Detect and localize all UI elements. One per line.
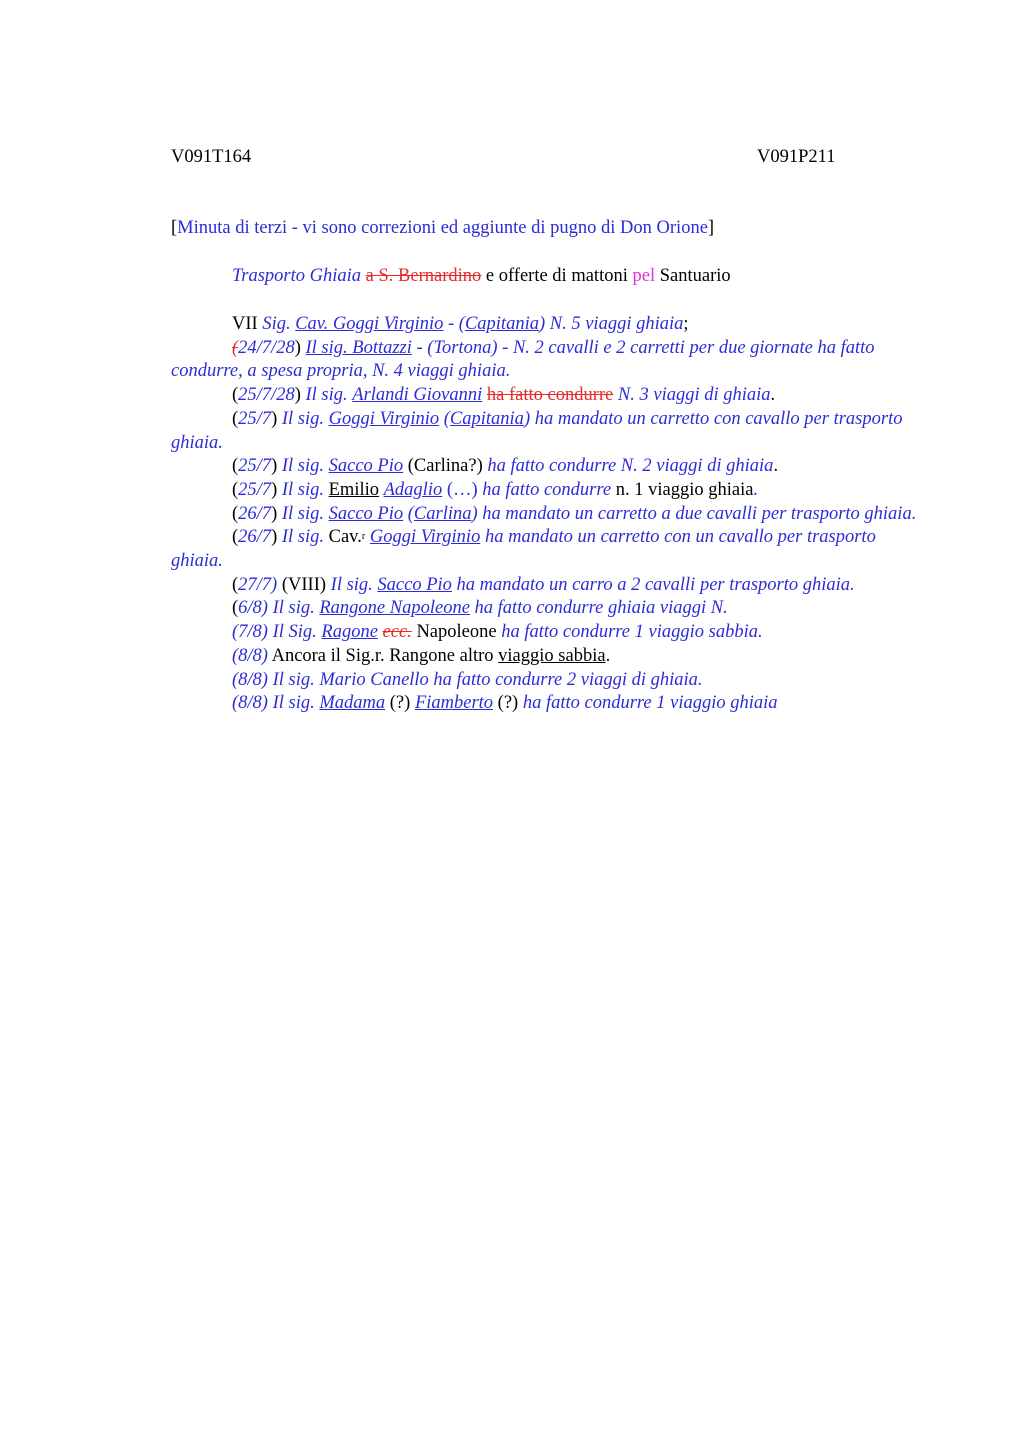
entry-name: Rangone Napoleone — [319, 598, 470, 619]
entry-text: . — [773, 456, 779, 477]
entry-date: (7/8) Il Sig. — [232, 622, 317, 643]
entry-text: Il sig. — [281, 527, 324, 548]
entry-text: . — [605, 645, 611, 666]
list-item — [171, 621, 921, 645]
list-item — [171, 692, 921, 716]
entry-text: ) — [271, 479, 278, 500]
entry-text: ha fatto condurre N. 2 viaggi di ghiaia — [487, 456, 774, 477]
entry-text: ha mandato un carro a 2 cavalli per trasporto ghiaia. — [456, 574, 855, 595]
entry-date: 25/7/28 — [238, 385, 295, 406]
entry-text: ( — [443, 408, 450, 429]
entry-text: viaggio sabbia — [498, 645, 606, 666]
entry-name: Sacco Pio — [377, 574, 452, 595]
list-item — [171, 455, 921, 479]
entry-text: ) — [271, 503, 278, 524]
document-code-left: V091T164 — [171, 147, 252, 167]
entry-date: 6/8) Il sig. — [238, 598, 315, 619]
entry-name: Goggi Virginio — [369, 527, 481, 548]
entry-date: 24/7/28 — [238, 337, 295, 358]
entry-text: . — [753, 479, 759, 500]
entry-text: - (Tortona) - N. 2 cavalli e 2 carretti per due giornate ha fatto condurre, a spesa propria, N. 4 viaggi ghiaia. — [171, 337, 875, 382]
entry-text: VII — [232, 314, 258, 334]
list-item — [171, 526, 921, 573]
list-item — [171, 669, 921, 693]
entry-name: Cav. Goggi Virginio — [295, 314, 444, 334]
entry-text: ( — [232, 479, 239, 500]
entry-text: ) — [271, 408, 278, 429]
entry-text: (?) — [497, 693, 519, 714]
entry-text: ) — [294, 337, 301, 358]
entry-text: (8/8) Il sig. Mario Canello ha fatto condurre 2 viaggi di ghiaia. — [232, 669, 703, 690]
list-item — [171, 645, 921, 669]
entry-text: Il sig. — [281, 408, 324, 429]
entry-text: ha fatto condurre 1 viaggio ghiaia — [522, 693, 778, 714]
entry-date: 25/7 — [238, 408, 272, 429]
entry-text: ) ha mandato un carretto a due cavalli per trasporto ghiaia. — [471, 503, 917, 524]
list-item — [171, 574, 921, 598]
entry-date: 26/7 — [238, 527, 272, 548]
entry-text: ) — [271, 527, 278, 548]
entry-name: Madama — [319, 693, 386, 714]
entry-text: ) — [271, 456, 278, 477]
entry-text: Ancora il Sig.r. Rangone altro — [271, 645, 494, 666]
list-item — [171, 479, 921, 503]
entry-text: ) — [294, 385, 301, 406]
entry-text: ( — [232, 598, 239, 619]
entry-date: 26/7 — [238, 503, 272, 524]
entry-text: Sig. — [262, 314, 291, 334]
entry-place: Capitania — [449, 408, 524, 429]
entry-text: Il sig. — [305, 385, 348, 406]
title-part2: e offerte di mattoni — [485, 266, 628, 286]
entry-name: Ragone — [321, 622, 378, 643]
entry-date: (8/8) Il sig. — [232, 693, 315, 714]
entry-text: ( — [407, 503, 414, 524]
entry-text: (?) — [389, 693, 411, 714]
entry-date: 25/7 — [238, 456, 272, 477]
entry-text: ( — [232, 456, 239, 477]
editorial-note-text: Minuta di terzi - vi sono correzioni ed aggiunte di pugno di Don Orione — [177, 218, 708, 238]
entry-text: ( — [232, 408, 239, 429]
entry-date: 27/7) — [238, 574, 278, 595]
title-pel: pel — [632, 266, 656, 286]
entry-text: . — [770, 385, 776, 406]
entry-text: ( — [232, 574, 239, 595]
entry-text: N. 3 viaggi di ghiaia — [617, 385, 771, 406]
list-item — [171, 597, 921, 621]
title-struck: a S. Bernardino — [365, 266, 482, 286]
list-item — [171, 503, 921, 527]
entry-text: Cav. — [328, 527, 362, 548]
entry-name: Arlandi Giovanni — [352, 385, 483, 406]
entry-text: (Carlina?) — [407, 456, 483, 477]
entry-struck: ecc. — [382, 622, 412, 643]
entry-text: Il sig. — [281, 503, 324, 524]
title-part1: Trasporto Ghiaia — [232, 266, 362, 286]
entry-struck: ha fatto condurre — [486, 385, 614, 406]
entry-name: Adaglio — [383, 479, 443, 500]
entry-text: ) N. 5 viaggi ghiaia — [538, 314, 684, 334]
entry-name: Sacco Pio — [328, 503, 404, 524]
entry-text: n. 1 viaggio ghiaia — [615, 479, 754, 500]
editorial-note: [Minuta di terzi - vi sono correzioni ed aggiunte di pugno di Don Orione] — [171, 218, 715, 238]
entry-date: 25/7 — [238, 479, 272, 500]
entry-text: Il sig. — [330, 574, 373, 595]
entry-name: Goggi Virginio — [328, 408, 440, 429]
entry-text: Il sig. — [281, 479, 324, 500]
entry-text: ha mandato un carretto con un cavallo per trasporto ghiaia. — [171, 527, 876, 572]
entry-name: Fiamberto — [414, 693, 494, 714]
entry-list — [171, 313, 921, 716]
document-code-right: V091P211 — [757, 147, 836, 167]
document-title — [232, 266, 731, 287]
entry-name: Il sig. Bottazzi — [305, 337, 412, 358]
title-part3: Santuario — [659, 266, 731, 286]
list-item — [171, 337, 921, 384]
entry-text: (VIII) — [281, 574, 327, 595]
list-item — [171, 313, 921, 337]
entry-text: Napoleone — [416, 622, 497, 643]
entry-place: Capitania — [464, 314, 539, 334]
entry-struck: ( — [232, 337, 239, 358]
entry-text: Il sig. — [281, 456, 324, 477]
entry-text: ha fatto condurre 1 viaggio sabbia. — [501, 622, 763, 643]
entry-text: (…) — [446, 479, 478, 500]
entry-place: Carlina — [413, 503, 472, 524]
entry-name: Sacco Pio — [328, 456, 404, 477]
entry-text: ha fatto condurre ghiaia viaggi N. — [474, 598, 728, 619]
entry-text: ( — [232, 503, 239, 524]
entry-text: ; — [683, 314, 689, 334]
entry-text: - ( — [448, 314, 465, 334]
entry-text: ( — [232, 385, 239, 406]
list-item — [171, 408, 921, 455]
list-item — [171, 384, 921, 408]
entry-date: (8/8) — [232, 645, 268, 666]
superscript: r — [361, 531, 366, 543]
entry-name: Emilio — [328, 479, 379, 500]
entry-text: ) ha mandato un carretto con cavallo per trasporto ghiaia. — [171, 408, 903, 453]
entry-text: ha fatto condurre — [482, 479, 612, 500]
entry-text: ( — [232, 527, 239, 548]
